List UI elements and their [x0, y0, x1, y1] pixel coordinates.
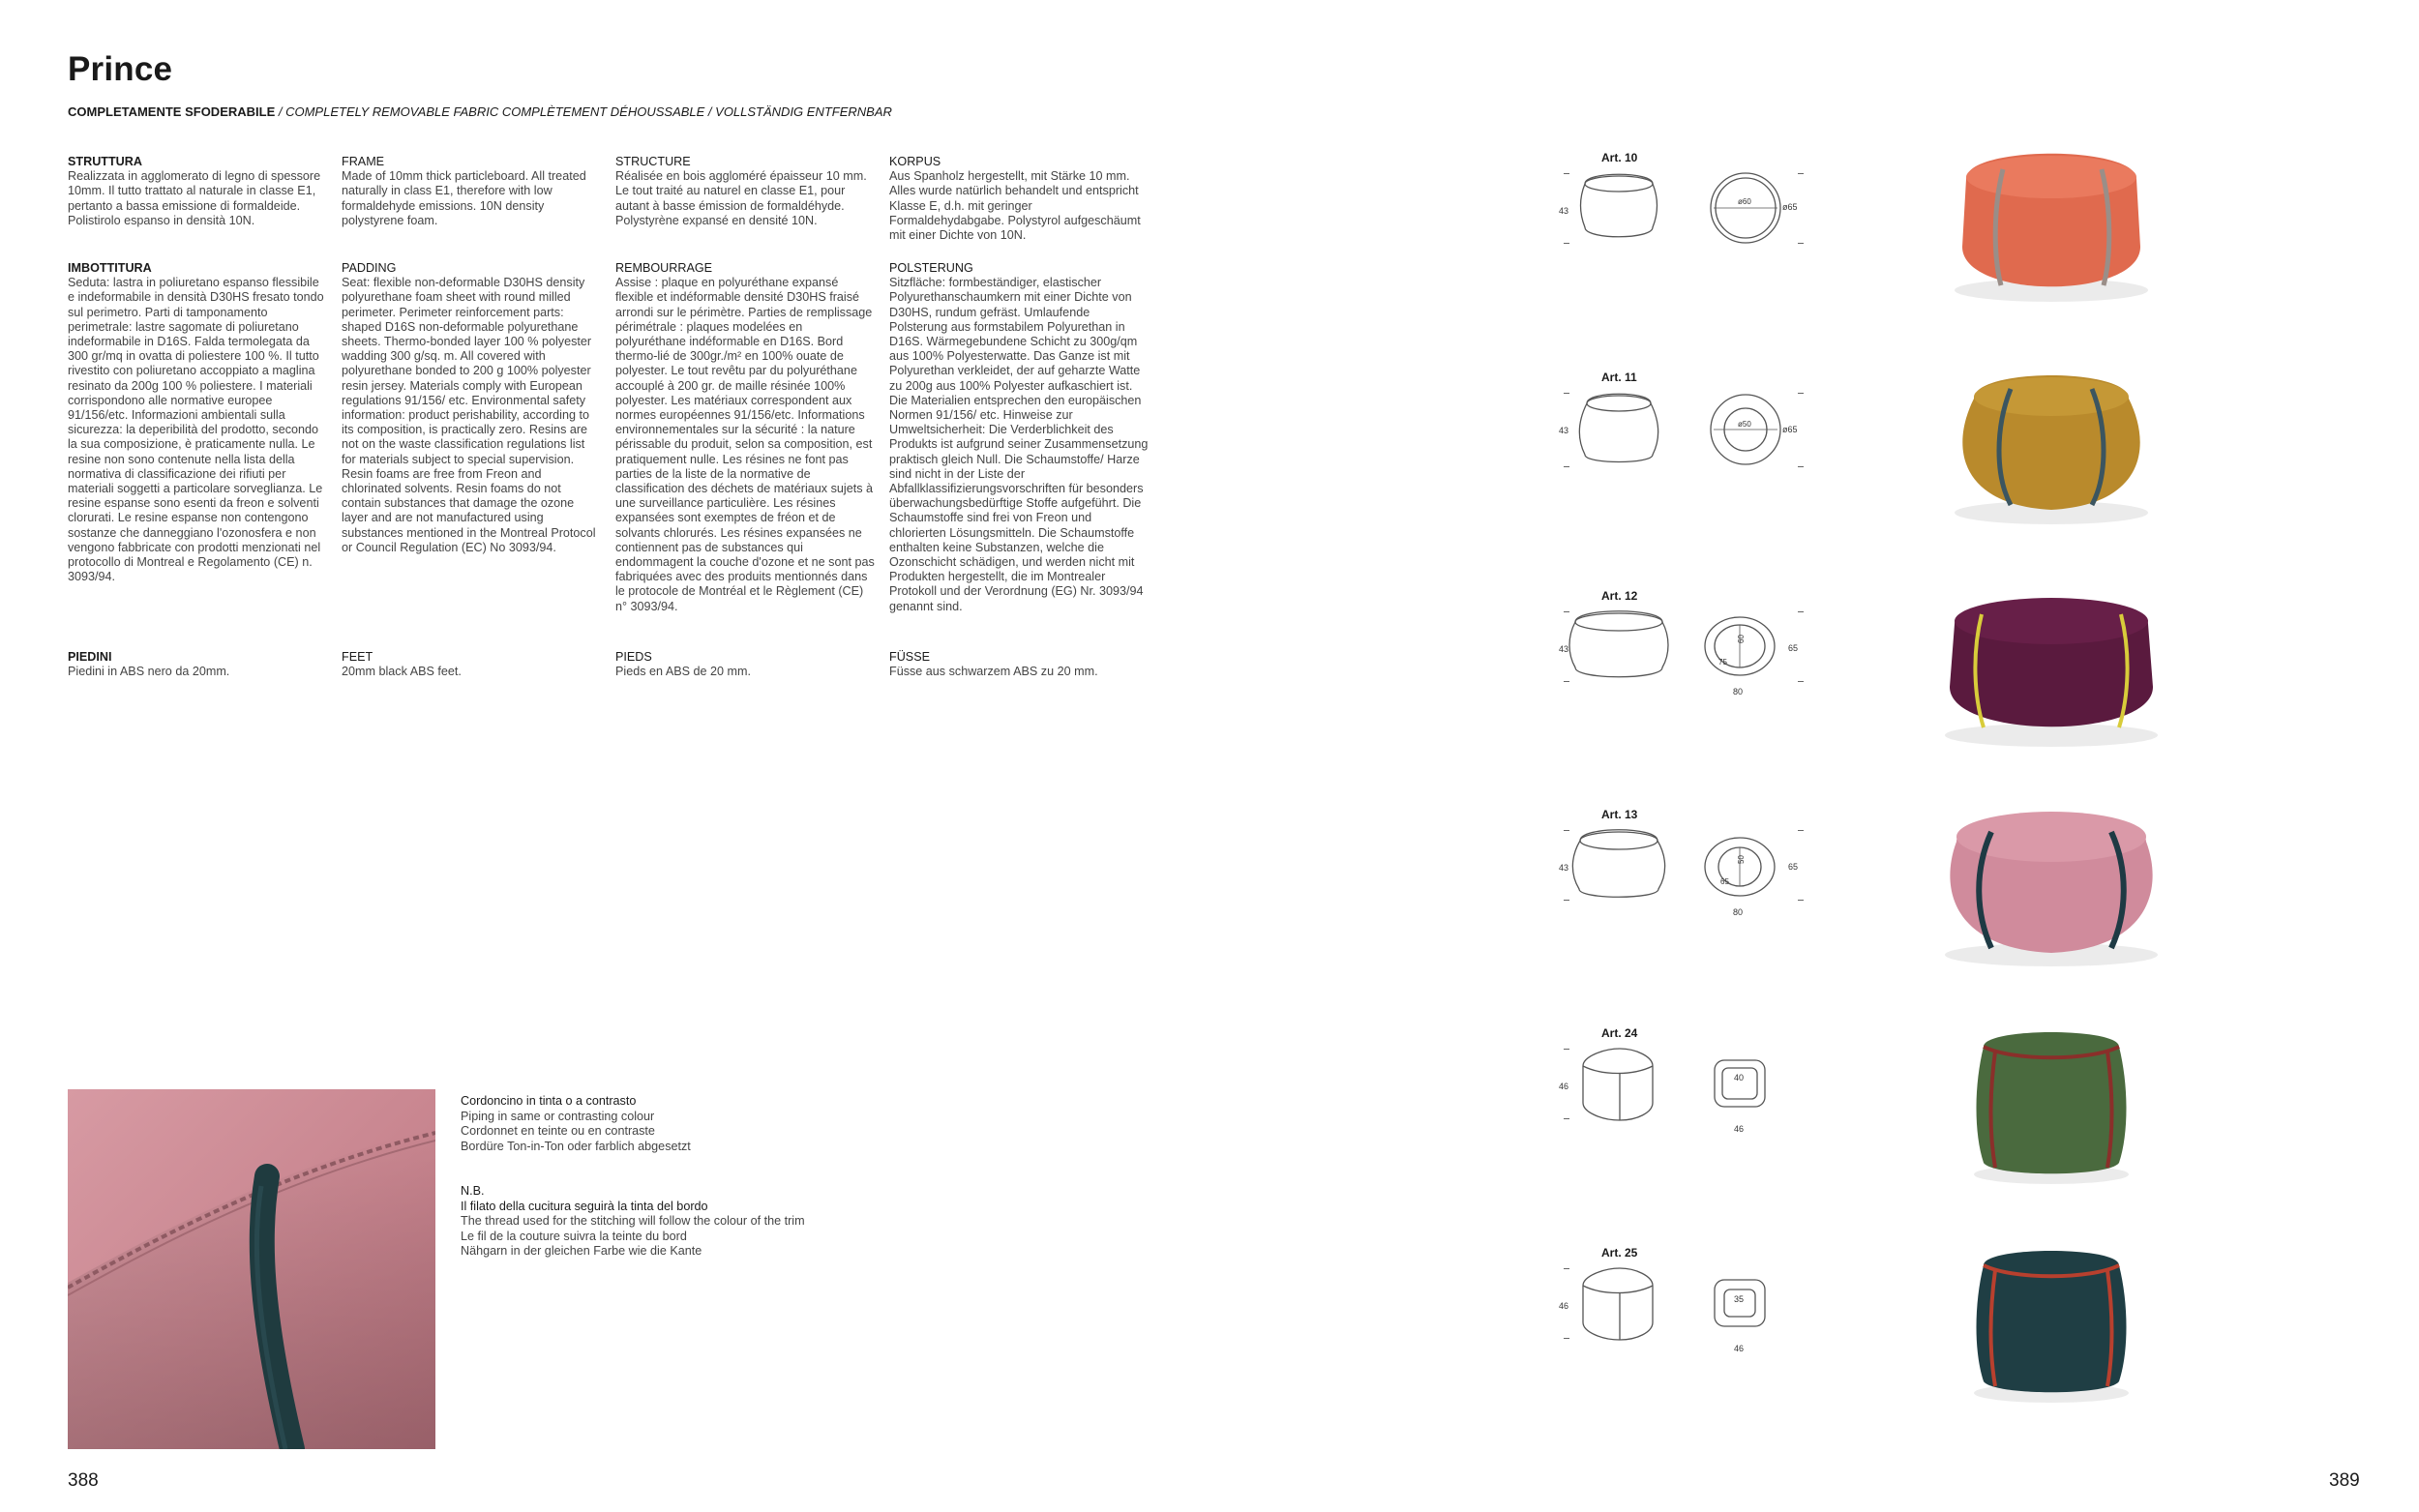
- page-number-left: 388: [68, 1470, 99, 1491]
- section-heading: FÜSSE: [889, 650, 930, 664]
- article-label: Art. 11: [1601, 371, 1637, 384]
- section-text: Made of 10mm thick particleboard. All treated naturally in class E1, therefore with low formaldehyde emissions. 10N density polystyrene foam.: [342, 169, 586, 227]
- pouf-top: [1974, 377, 2129, 416]
- mid-dimension: 65: [1720, 877, 1729, 886]
- section-heading: PIEDINI: [68, 650, 112, 664]
- mid-dimension: 75: [1718, 658, 1727, 667]
- side-dimension: 65: [1788, 643, 1799, 653]
- article-label: Art. 24: [1601, 1026, 1638, 1040]
- frame-section: [68, 155, 327, 228]
- inner-dimension: 50: [1737, 855, 1746, 864]
- padding-section: [615, 261, 875, 614]
- inner-dimension: 40: [1734, 1073, 1745, 1082]
- height-dimension: 43: [1559, 644, 1569, 654]
- section-heading: PIEDS: [615, 650, 652, 664]
- product-photo-art-24: [1935, 1008, 2167, 1192]
- height-dimension: 46: [1559, 1301, 1569, 1311]
- product-photo-art-25: [1935, 1227, 2167, 1410]
- product-photo-art-13: [1935, 788, 2167, 972]
- feet-section: [342, 650, 601, 679]
- bottom-dimension: 80: [1733, 907, 1744, 917]
- section-heading: PADDING: [342, 261, 397, 275]
- outer-diameter-dimension: ø65: [1782, 202, 1798, 212]
- technical-drawing-art-25: [1556, 1255, 1807, 1371]
- section-heading: STRUTTURA: [68, 155, 142, 168]
- inner-diameter-dimension: ø60: [1738, 197, 1751, 206]
- page-number-right: 389: [2329, 1470, 2360, 1491]
- subtitle-bold: COMPLETAMENTE SFODERABILE: [68, 104, 276, 119]
- section-text: Aus Spanholz hergestellt, mit Stärke 10 mm. Alles wurde natürlich behandelt und entspricht Klasse E, d.h. mit geringer Formaldehydabgabe. Polystyrol aufgeschäumt mit einer Dichte von 10N.: [889, 169, 1141, 243]
- bottom-dimension: 46: [1734, 1344, 1745, 1353]
- pouf-top: [1955, 598, 2148, 644]
- technical-drawing-art-10: [1556, 160, 1807, 276]
- pouf-top: [1966, 156, 2136, 198]
- feet-section: [615, 650, 875, 679]
- padding-section: [342, 261, 601, 555]
- padding-section: [68, 261, 327, 584]
- product-photo-art-11: [1935, 350, 2167, 534]
- feet-section: [68, 650, 327, 679]
- section-text: 20mm black ABS feet.: [342, 665, 462, 679]
- padding-section: [889, 261, 1149, 614]
- section-heading: STRUCTURE: [615, 155, 691, 168]
- technical-drawing-art-11: [1556, 379, 1807, 495]
- frame-section: [889, 155, 1149, 243]
- note-line-it: Il filato della cucitura seguirà la tinta del bordo: [461, 1199, 708, 1213]
- section-heading: FRAME: [342, 155, 385, 168]
- section-text: Seat: flexible non-deformable D30HS density polyurethane foam sheet with round milled perimeter. Perimeter reinforcement parts: shaped D16S non-deformable polyurethane sheets. Thermo-bonded layer 100 % polyester wadding 300 g/sq. m. All covered with polyurethane bonded to 200 g 100% polyester resin jersey. Materials comply with European regulations 91/156/ etc. Environmental safety information: product perishability, according to its composition, is practically zero. Resins are not on the waste classification regulations list for materials subject to special supervision. Resin foams are free from Freon and chlorinated solvents. Resin foams do not contain substances that damage the ozone layer and are not manufactured using substances mentioned in the Montreal Protocol or Council Regulation (EC) No 3093/94.: [342, 276, 596, 554]
- section-heading: FEET: [342, 650, 373, 664]
- side-dimension: 65: [1788, 862, 1799, 872]
- section-heading: REMBOURRAGE: [615, 261, 713, 275]
- inner-dimension: 60: [1737, 635, 1746, 643]
- note-line-en: The thread used for the stitching will follow the colour of the trim: [461, 1214, 805, 1229]
- article-label: Art. 10: [1601, 151, 1638, 164]
- note-line-de: Bordüre Ton-in-Ton oder farblich abgesetzt: [461, 1139, 691, 1153]
- section-text: Seduta: lastra in poliuretano espanso flessibile e indeformabile in densità D30HS fresato tondo sul perimetro. Parti di tamponamento perimetrale: lastre sagomate di poliuretano indeformabile in D16S. Falda termolegata da 300 gr/mq in ovatta di poliestere 100 %. Il tutto rivestito con poliuretano accoppiato a maglina resinato da 200g 100 % poliestere. I materiali corrispondono alle normative europee 91/156/etc. Informazioni ambientali sulla sicurezza: la deperibilità del prodotto, secondo la sua composizione, è praticamente nulla. Le resine non sono contenute nella lista della normativa di classificazione dei rifiuti per materiali soggetti a particolare sorveglianza. Le resine espanse sono esenti da freon e solventi clorurati. Le resine espanse non contengono sostanze che danneggiano l'ozonosfera e non vengono fabbricate con prodotti menzionati nel protocollo di Montreal e Regolamento (CE) n. 3093/94.: [68, 276, 324, 584]
- article-label: Art. 12: [1601, 589, 1638, 603]
- section-text: Piedini in ABS nero da 20mm.: [68, 665, 230, 679]
- height-dimension: 43: [1559, 863, 1569, 873]
- inner-dimension: 35: [1734, 1294, 1745, 1304]
- section-text: Realizzata in agglomerato di legno di spessore 10mm. Il tutto trattato al naturale in classe E1, pertanto a bassa emissione di formaldeide. Polistirolo espanso in densità 10N.: [68, 169, 321, 227]
- section-text: Sitzfläche: formbeständiger, elastischer Polyurethanschaumkern mit einer Dichte von D30HS, rundum gefräst. Umlaufende Polsterung aus formstabilem Polyurethan in D16S. Wärmegebundene Schicht zu 300g/qm aus 100% Polyesterwatte. Das Ganze ist mit Polyurethan verkleidet, der auf geharzte Watte zu 200g aus 100% Polyester aufkaschiert ist. Die Materialien entsprechen den europäischen Normen 91/156/ etc. Hinweise zur Umweltsicherheit: Die Verderblichkeit des Produkts ist aufgrund seiner Zusammensetzung praktisch gleich Null. Die Schaumstoffe/ Harze sind nicht in der Liste der Abfallklassifizierungsvorschriften für besonders überwachungsbedürftige Stoffe aufgeführt. Die Schaumstoffe sind frei von Freon und chlorierten Lösungsmitteln. Die Schaumstoffe enthalten keine Substanzen, welche die Ozonschicht schädigen, und werden nicht mit Produkten hergestellt, die im Montrealer Protokoll und der Verordnung (EG) Nr. 3093/94 genannt sind.: [889, 276, 1149, 613]
- technical-drawing-art-24: [1556, 1035, 1807, 1151]
- section-text: Füsse aus schwarzem ABS zu 20 mm.: [889, 665, 1098, 679]
- article-label: Art. 25: [1601, 1246, 1638, 1260]
- stitching-note: [461, 1184, 964, 1260]
- note-line-de: Nähgarn in der gleichen Farbe wie die Kante: [461, 1244, 702, 1259]
- height-dimension: 46: [1559, 1082, 1569, 1091]
- piping-note: [461, 1094, 964, 1154]
- note-line-it: Cordoncino in tinta o a contrasto: [461, 1094, 637, 1108]
- note-line-en: Piping in same or contrasting colour: [461, 1109, 655, 1123]
- subtitle-rest: / COMPLETELY REMOVABLE FABRIC COMPLÈTEMENT DÉHOUSSABLE / VOLLSTÄNDIG ENTFERNBAR: [275, 104, 892, 119]
- height-dimension: 43: [1559, 206, 1569, 216]
- product-photo-art-12: [1935, 571, 2167, 755]
- technical-drawing-art-12: [1556, 598, 1807, 714]
- page-title: Prince: [68, 50, 173, 88]
- bottom-dimension: 80: [1733, 687, 1744, 697]
- section-heading: POLSTERUNG: [889, 261, 973, 275]
- article-label: Art. 13: [1601, 808, 1638, 821]
- frame-section: [615, 155, 875, 228]
- section-text: Assise : plaque en polyuréthane expansé flexible et indéformable densité D30HS fraisé arrondi sur le périmètre. Parties de remplissage périmétrale : plaques modelées en polyuréthane indéformable en D16S. Bord thermo-lié de 300gr./m² en 100% ouate de polyester. Le tout revêtu par du polyuréthane accouplé à 200 gr. de maille résinée 100% polyester. Les matériaux correspondent aux normes européennes 91/156/etc. Informations environnementales sur la sécurité : la nature périssable du produit, selon sa composition, est pratiquement nulle. Les résines ne font pas parties de la liste de la normative de classification des déchets de matériaux sujets à une surveillance particulière. Les résines expansées sont exemptes de fréon et de solvants chlorurés. Les résines expansées ne contiennent pas de substances qui endommagent la couche d'ozone et ne sont pas fabriquées avec des produits mentionnés dans le protocole de Montréal et le Règlement (CE) n° 3093/94.: [615, 276, 875, 613]
- feet-section: [889, 650, 1149, 679]
- section-text: Réalisée en bois aggloméré épaisseur 10 mm. Le tout traité au naturel en classe E1, pour autant à basse émission de formaldéhyde. Polystyrène expansé en densité 10N.: [615, 169, 867, 227]
- subtitle: [68, 104, 892, 119]
- section-heading: KORPUS: [889, 155, 941, 168]
- note-label: N.B.: [461, 1184, 485, 1198]
- note-line-fr: Le fil de la couture suivra la teinte du bord: [461, 1229, 687, 1243]
- product-photo-art-10: [1935, 131, 2167, 314]
- technical-drawing-art-13: [1556, 816, 1807, 933]
- outer-diameter-dimension: ø65: [1782, 425, 1798, 434]
- section-heading: IMBOTTITURA: [68, 261, 152, 275]
- bottom-dimension: 46: [1734, 1124, 1745, 1134]
- section-text: Pieds en ABS de 20 mm.: [615, 665, 752, 679]
- note-line-fr: Cordonnet en teinte ou en contraste: [461, 1124, 655, 1139]
- fabric-swatch-photo: [68, 1089, 435, 1449]
- frame-section: [342, 155, 601, 228]
- height-dimension: 43: [1559, 426, 1569, 435]
- inner-diameter-dimension: ø50: [1738, 420, 1751, 429]
